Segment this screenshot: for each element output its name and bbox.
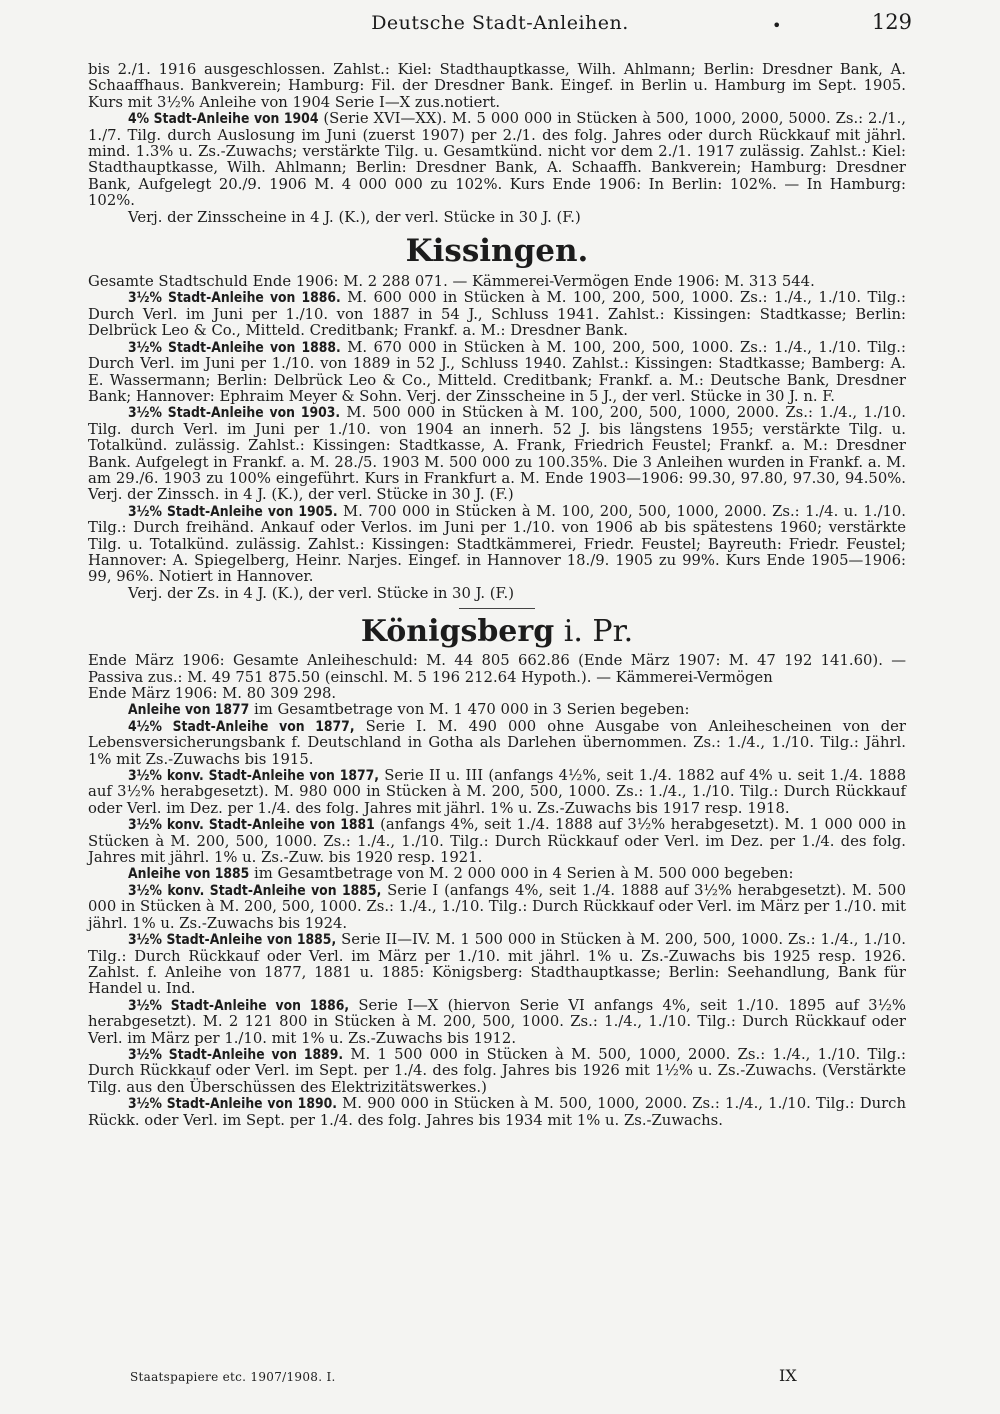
loan-heading: 4% Stadt-Anleihe von 1904: [128, 111, 319, 128]
loan-text: M. 500 000 in Stücken à M. 100, 200, 500, 1000, 2000. Zs.: 1./4., 1./10. Tilg. durch Verl. im Juni per 1./10. von 1904 an innerh. 52 J. bis längstens 1955; verstärkte Tilg. u. Totalkünd. zulässig. Zahlst.: Kissingen: Stadtkasse, A. Frank, Friedrich Feustel; Frankf. a. M.: Dresdner Bank. Aufgelegt in Frankf. a. M. 28./5. 1903 M. 500 000 zu 100.35%. Die 3 Anleihen wurden in Frankf. a. M. am 29./6. 1903 zu 100% eingeführt. Kurs in Frankfurt a. M. Ende 1903—1906: 99.30, 97.80, 97.30, 94.50%. Verj. der Zinssch. in 4 J. (K.), der verl. Stücke in 30 J. (F.): [88, 404, 907, 504]
loan-text: (Serie XVI—XX). M. 5 000 000 in Stücken à 500, 1000, 2000, 5000. Zs.: 2./1., 1./7. Tilg. durch Auslosung im Juni (zuerst 1907) per 2./1. des folg. Jahres oder durch Rückkauf mit jährl. mind. 1.3% u. Zs.-Zuwachs; verstärkte Tilg. u. Gesamtkünd. nicht vor dem 2./1. 1917 zulässig. Zahlst.: Kiel: Stadthauptkasse, Wilh. Ahlmann; Berlin: Dresdner Bank, A. Schaaffh. Bankverein; Hamburg: Dresdner Bank, Aufgelegt 20./9. 1906 M. 4 000 000 zu 102%. Kurs Ende 1906: In Berlin: 102%. — In Hamburg: 102%.: [88, 110, 906, 210]
loan-heading: 3½% Stadt-Anleihe von 1905.: [128, 503, 338, 520]
section-title-koenigsberg: [88, 615, 906, 649]
loan-heading: 3½% konv. Stadt-Anleihe von 1877,: [128, 768, 380, 785]
loan-heading: 3½% Stadt-Anleihe von 1888.: [128, 339, 341, 356]
loan-text: M. 700 000 in Stücken à M. 100, 200, 500, 1000, 2000. Zs.: 1./4. u. 1./10. Tilg.: Durch freihänd. Ankauf oder Verlos. im Juni per 1./10. von 1906 ab bis spätestens 1960; verstärkte Tilg. u. Totalkünd. zulässig. Zahlst.: Kissingen: Stadtkämmerei, Friedr. Feustel; Bayreuth: Friedr. Feustel; Hannover: A. Spiegelberg, Heinr. Narjes. Eingef. in Hannover 18./9. 1905 zu 99%. Kurs Ende 1905—1906: 99, 96%. Notiert in Hannover.: [88, 502, 906, 586]
loan-heading: 3½% konv. Stadt-Anleihe von 1881: [128, 817, 375, 834]
loan-text: Serie II u. III (anfangs 4½%, seit 1./4. 1882 auf 4% u. seit 1./4. 1888 auf 3½% herabgesetzt). M. 980 000 in Stücken à M. 200, 500, 1000. Zs.: 1./4., 1./10. Tilg.: Durch Rückkauf oder Verl. im Dez. per 1./4. des folg. Jahres mit jährl. 1% u. Zs.-Zuwachs bis 1917 resp. 1918.: [88, 767, 907, 817]
loan-heading: 3½% Stadt-Anleihe von 1885,: [128, 932, 337, 949]
loan-heading: 3½% Stadt-Anleihe von 1886,: [128, 997, 350, 1014]
loan-text: Serie II—IV. M. 1 500 000 in Stücken à M. 200, 500, 1000. Zs.: 1./4., 1./10. Tilg.: Durch Rückkauf oder Verl. im März per 1./10. mit jährl. 1% u. Zs.-Zuwachs bis 1925 resp. 1926. Zahlst. f. Anleihe von 1877, 1881 u. 1885: Königsberg: Stadthauptkasse; Berlin: Seehandlung, Bank für Handel u. Ind.: [88, 931, 907, 998]
loan-text: M. 1 500 000 in Stücken à M. 500, 1000, 2000. Zs.: 1./4., 1./10. Tilg.: Durch Rückkauf oder Verl. im Sept. per 1./4. des folg. Jahres bis 1926 mit 1½% u. Zs.-Zuwachs. (Verstärkte Tilg. aus den Überschüssen des Elektrizitätswerkes.): [88, 1045, 907, 1096]
loan-heading: 3½% Stadt-Anleihe von 1903.: [128, 405, 341, 422]
loan-group-heading: Anleihe von 1877: [128, 702, 250, 719]
loan-entry: [88, 998, 906, 1047]
page-content: [88, 62, 906, 1129]
loan-entry: [88, 932, 906, 998]
header-mark: •: [772, 16, 782, 35]
footer-signature: Staatspapiere etc. 1907/1908. I.: [130, 1370, 336, 1384]
loan-entry: [88, 883, 906, 932]
footer-sheet-mark: IX: [779, 1366, 797, 1385]
loan-group: [88, 866, 906, 882]
loan-text: im Gesamtbetrage von M. 1 470 000 in 3 Serien begeben:: [249, 701, 690, 719]
loan-heading: 3½% Stadt-Anleihe von 1889.: [128, 1046, 344, 1063]
loan-text: M. 900 000 in Stücken à M. 500, 1000, 2000. Zs.: 1./4., 1./10. Tilg.: Durch Rückk. oder Verl. im Sept. per 1./4. des folg. Jahres bis 1934 mit 1% u. Zs.-Zuwachs.: [88, 1095, 906, 1129]
kissingen-summary: Gesamte Stadtschuld Ende 1906: M. 2 288 071. — Kämmerei-Vermögen Ende 1906: M. 313 544.: [88, 273, 815, 291]
loan-heading: 3½% Stadt-Anleihe von 1890.: [128, 1096, 337, 1113]
koenigsberg-summary-end: Ende März 1906: M. 80 309 298.: [88, 685, 337, 702]
loan-text: M. 600 000 in Stücken à M. 100, 200, 500, 1000. Zs.: 1./4., 1./10. Tilg.: Durch Verl. im Juni per 1./10. von 1887 in 54 J., Schluss 1941. Zahlst.: Kissingen: Stadtkasse; Berlin: Delbrück Leo & Co., Mitteld. Creditbank; Frankf. a. M.: Dresdner Bank.: [88, 289, 906, 340]
loan-heading: 4½% Stadt-Anleihe von 1877,: [128, 718, 355, 735]
loan-group: [88, 702, 906, 718]
running-header: Deutsche Stadt-Anleihen.: [371, 12, 629, 34]
city-suffix: i. Pr.: [554, 614, 634, 650]
city-name: Königsberg: [360, 614, 555, 650]
loan-text: Serie I (anfangs 4%, seit 1./4. 1888 auf 3½% herabgesetzt). M. 500 000 in Stücken à M. 200, 500, 1000. Zs.: 1./4., 1./10. Tilg.: Durch Rückkauf oder Verl. im März per 1./10. mit jährl. 1% u. Zs.-Zuwachs bis 1924.: [88, 881, 906, 932]
koenigsberg-summary: Ende März 1906: Gesamte Anleiheschuld: M. 44 805 662.86 (Ende März 1907: M. 47 192 141.60). — Passiva zus.: M. 49 751 875.50 (einschl. M. 5 196 212.64 Hypoth.). — Kämmerei-Vermögen: [88, 652, 906, 686]
loan-group-heading: Anleihe von 1885: [128, 866, 250, 883]
loan-entry: [88, 768, 906, 817]
loan-entry: [88, 111, 906, 209]
loan-entry: [88, 1047, 906, 1096]
section-divider: [459, 608, 535, 609]
loan-text: im Gesamtbetrage von M. 2 000 000 in 4 Serien à M. 500 000 begeben:: [249, 865, 794, 883]
loan-entry: [88, 340, 906, 406]
intro-paragraph: bis 2./1. 1916 ausgeschlossen. Zahlst.: Kiel: Stadthauptkasse, Wilh. Ahlmann; Berlin: Dresdner Bank, A. Schaaffhaus. Bankverein; Hamburg: Fil. der Dresdner Bank. Eingef. in Berlin u. Hamburg im Sept. 1905. Kurs mit 3½% Anleihe von 1904 Serie I—X zus.notiert.: [88, 61, 906, 111]
loan-heading: 3½% Stadt-Anleihe von 1886.: [128, 290, 341, 307]
loan-entry: [88, 817, 906, 866]
loan-heading: 3½% konv. Stadt-Anleihe von 1885,: [128, 882, 382, 899]
section-title-kissingen: Kissingen.: [405, 233, 589, 270]
loan-entry: [88, 719, 906, 768]
loan-text: M. 670 000 in Stücken à M. 100, 200, 500, 1000. Zs.: 1./4., 1./10. Tilg.: Durch Verl. im Juni per 1./10. von 1889 in 52 J., Schluss 1940. Zahlst.: Kissingen: Stadtkasse; Bamberg: A. E. Wassermann; Berlin: Delbrück Leo & Co., Mitteld. Creditbank; Frankf. a. M.: Deutsche Bank, Dresdner Bank; Hannover: Ephraim Meyer & Sohn. Verj. der Zinsscheine in 5 J., der verl. Stücke in 30 J. n. F.: [88, 338, 906, 405]
verj-note: Verj. der Zinsscheine in 4 J. (K.), der verl. Stücke in 30 J. (F.): [128, 208, 581, 226]
loan-text: Serie I. M. 490 000 ohne Ausgabe von Anleihescheinen von der Lebensversicherungsbank f. Deutschland in Gotha als Darlehen übernommen. Zs.: 1./4., 1./10. Tilg.: Jährl. 1% mit Zs.-Zuwachs bis 1915.: [88, 717, 907, 768]
loan-entry: [88, 1096, 906, 1129]
verj-note: Verj. der Zs. in 4 J. (K.), der verl. Stücke in 30 J. (F.): [128, 584, 514, 602]
page-number: 129: [871, 10, 912, 34]
loan-text: (anfangs 4%, seit 1./4. 1888 auf 3½% herabgesetzt). M. 1 000 000 in Stücken à M. 200, 500, 1000. Zs.: 1./4., 1./10. Tilg.: Durch Rückkauf oder Verl. im Dez. per 1./4. des folg. Jahres mit jährl. 1% u. Zs.-Zuw. bis 1920 resp. 1921.: [88, 816, 906, 867]
loan-text: Serie I—X (hiervon Serie VI anfangs 4%, seit 1./10. 1895 auf 3½% herabgesetzt). M. 2 121 800 in Stücken à M. 200, 500, 1000. Zs.: 1./4., 1./10. Tilg.: Durch Rückkauf oder Verl. im März per 1./10. mit 1% u. Zs.-Zuwachs bis 1912.: [88, 996, 906, 1047]
loan-entry: [88, 504, 906, 586]
loan-entry: [88, 290, 906, 339]
loan-entry: [88, 405, 906, 503]
